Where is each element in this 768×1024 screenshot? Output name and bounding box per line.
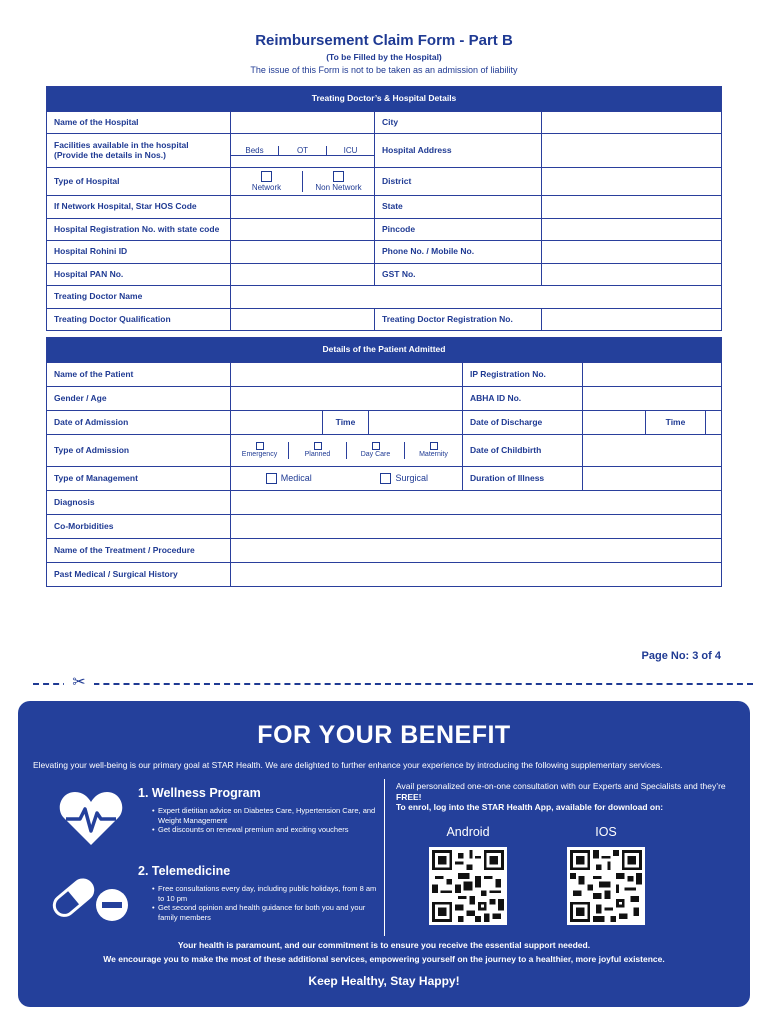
checkbox-icon: [380, 473, 391, 484]
hospital-address-field[interactable]: [542, 134, 722, 168]
heart-pulse-icon: [58, 789, 124, 852]
form-title: Reimbursement Claim Form - Part B: [255, 32, 513, 49]
non-network-checkbox[interactable]: Non Network: [303, 171, 374, 192]
label-doctor-name: Treating Doctor Name: [47, 286, 231, 309]
telemedicine-heading: 2. Telemedicine: [138, 864, 231, 878]
phone-field[interactable]: [542, 241, 722, 264]
pills-icon: [50, 869, 132, 930]
qr-code-icon: [432, 850, 504, 922]
checkbox-icon: [333, 171, 344, 182]
benefit-intro: Elevating your well-being is our primary goal at STAR Health. We are delighted to further enhance your experience by introducing the following supplementary services.: [33, 760, 663, 770]
facilities-group: [231, 134, 375, 168]
benefit-title: FOR YOUR BENEFIT: [257, 721, 511, 749]
label-city: City: [375, 112, 542, 134]
treatment-field[interactable]: [231, 539, 722, 563]
qr-code-icon: [570, 850, 642, 922]
checkbox-icon: [430, 442, 438, 450]
hospital-details-table: [46, 86, 722, 331]
checkbox-icon: [266, 473, 277, 484]
date-of-admission-field[interactable]: [231, 411, 323, 435]
surgical-checkbox[interactable]: Surgical: [347, 473, 463, 484]
label-ip-registration: IP Registration No.: [463, 363, 583, 387]
ios-label: IOS: [595, 825, 617, 839]
doctor-name-field[interactable]: [231, 286, 722, 309]
label-date-of-childbirth: Date of Childbirth: [463, 435, 583, 467]
wellness-heading: 1. Wellness Program: [138, 786, 261, 800]
label-district: District: [375, 168, 542, 196]
duration-of-illness-field[interactable]: [583, 467, 722, 491]
label-hospital-address: Hospital Address: [375, 134, 542, 168]
android-label: Android: [446, 825, 490, 839]
label-state: State: [375, 196, 542, 219]
list-item: • Get second opinion and health guidance for both you and your family members: [153, 903, 378, 922]
district-field[interactable]: [542, 168, 722, 196]
label-type-of-hospital: Type of Hospital: [47, 168, 231, 196]
label-doctor-registration: Treating Doctor Registration No.: [375, 309, 542, 331]
label-co-morbidities: Co-Morbidities: [47, 515, 231, 539]
checkbox-icon: [261, 171, 272, 182]
doctor-qualification-field[interactable]: [231, 309, 375, 331]
ip-registration-field[interactable]: [583, 363, 722, 387]
page-number: Page No: 3 of 4: [641, 650, 721, 662]
list-item: • Expert dietitian advice on Diabetes Care, Hypertension Care, and Weight Management: [153, 806, 378, 825]
rohini-id-field[interactable]: [231, 241, 375, 264]
checkbox-icon: [372, 442, 380, 450]
benefit-panel: [18, 701, 750, 1007]
checkbox-icon: [256, 442, 264, 450]
hos-code-field[interactable]: [231, 196, 375, 219]
city-field[interactable]: [542, 112, 722, 134]
label-duration-of-illness: Duration of Illness: [463, 467, 583, 491]
vertical-divider: [384, 779, 385, 936]
label-diagnosis: Diagnosis: [47, 491, 231, 515]
admission-type-group: [231, 435, 463, 467]
doctor-registration-field[interactable]: [542, 309, 722, 331]
label-type-of-management: Type of Management: [47, 467, 231, 491]
label-hospital-name: Name of the Hospital: [47, 112, 231, 134]
maternity-checkbox[interactable]: Maternity: [405, 442, 462, 459]
past-history-field[interactable]: [231, 563, 722, 587]
hospital-type-group: [231, 168, 375, 196]
label-patient-name: Name of the Patient: [47, 363, 231, 387]
label-pan: Hospital PAN No.: [47, 264, 231, 286]
label-gst: GST No.: [375, 264, 542, 286]
day-care-checkbox[interactable]: Day Care: [347, 442, 405, 459]
pan-field[interactable]: [231, 264, 375, 286]
wellness-list: [153, 806, 378, 835]
admission-time-field[interactable]: [369, 411, 463, 435]
hospital-name-field[interactable]: [231, 112, 375, 134]
telemedicine-list: [153, 884, 378, 922]
label-past-history: Past Medical / Surgical History: [47, 563, 231, 587]
android-qr-code[interactable]: [429, 847, 507, 925]
pincode-field[interactable]: [542, 219, 722, 241]
gst-field[interactable]: [542, 264, 722, 286]
discharge-time-field[interactable]: [706, 411, 722, 435]
section-heading-patient: Details of the Patient Admitted: [47, 338, 722, 363]
cut-line: [33, 683, 753, 685]
date-of-discharge-field[interactable]: [583, 411, 646, 435]
gender-age-field[interactable]: [231, 387, 463, 411]
label-rohini-id: Hospital Rohini ID: [47, 241, 231, 264]
emergency-checkbox[interactable]: Emergency: [231, 442, 289, 459]
label-treatment: Name of the Treatment / Procedure: [47, 539, 231, 563]
label-facilities: Facilities available in the hospital (Provide the details in Nos.): [47, 134, 231, 168]
network-checkbox[interactable]: Network: [231, 171, 303, 192]
label-registration-no: Hospital Registration No. with state code: [47, 219, 231, 241]
list-item: • Free consultations every day, including public holidays, from 8 am to 10 pm: [153, 884, 378, 903]
label-discharge-time: Time: [646, 411, 706, 435]
label-abha: ABHA ID No.: [463, 387, 583, 411]
icu-label: ICU: [327, 146, 374, 156]
medical-checkbox[interactable]: Medical: [231, 473, 347, 484]
ot-label: OT: [279, 146, 326, 156]
section-heading-hospital: Treating Doctor’s & Hospital Details: [47, 87, 722, 112]
form-subtitle: (To be Filled by the Hospital): [326, 52, 442, 62]
checkbox-icon: [314, 442, 322, 450]
label-date-of-admission: Date of Admission: [47, 411, 231, 435]
label-type-of-admission: Type of Admission: [47, 435, 231, 467]
label-pincode: Pincode: [375, 219, 542, 241]
liability-note: The issue of this Form is not to be taken as an admission of liability: [250, 65, 518, 75]
diagnosis-field[interactable]: [231, 491, 722, 515]
label-gender-age: Gender / Age: [47, 387, 231, 411]
list-item: • Get discounts on renewal premium and exciting vouchers: [153, 825, 378, 835]
benefit-footer: Your health is paramount, and our commitment is to ensure you receive the essential support needed. We encourage you to make the most of these additional services, empowering yourself on the journey to a healthier, more joyful existence.: [103, 940, 665, 964]
beds-label: Beds: [231, 146, 278, 156]
abha-field[interactable]: [583, 387, 722, 411]
label-admission-time: Time: [323, 411, 369, 435]
scissors-icon: ✂: [64, 674, 94, 692]
patient-name-field[interactable]: [231, 363, 463, 387]
ios-qr-code[interactable]: [567, 847, 645, 925]
date-of-childbirth-field[interactable]: [583, 435, 722, 467]
label-phone: Phone No. / Mobile No.: [375, 241, 542, 264]
state-field[interactable]: [542, 196, 722, 219]
consult-text: Avail personalized one-on-one consultation with our Experts and Specialists and they’re FREE! To enrol, log into the STAR Health App, available for download on:: [396, 781, 726, 812]
management-type-group: [231, 467, 463, 491]
benefit-tagline: Keep Healthy, Stay Happy!: [308, 974, 460, 988]
patient-details-table: [46, 337, 722, 587]
label-date-of-discharge: Date of Discharge: [463, 411, 583, 435]
co-morbidities-field[interactable]: [231, 515, 722, 539]
registration-no-field[interactable]: [231, 219, 375, 241]
label-doctor-qualification: Treating Doctor Qualification: [47, 309, 231, 331]
label-hos-code: If Network Hospital, Star HOS Code: [47, 196, 231, 219]
planned-checkbox[interactable]: Planned: [289, 442, 347, 459]
